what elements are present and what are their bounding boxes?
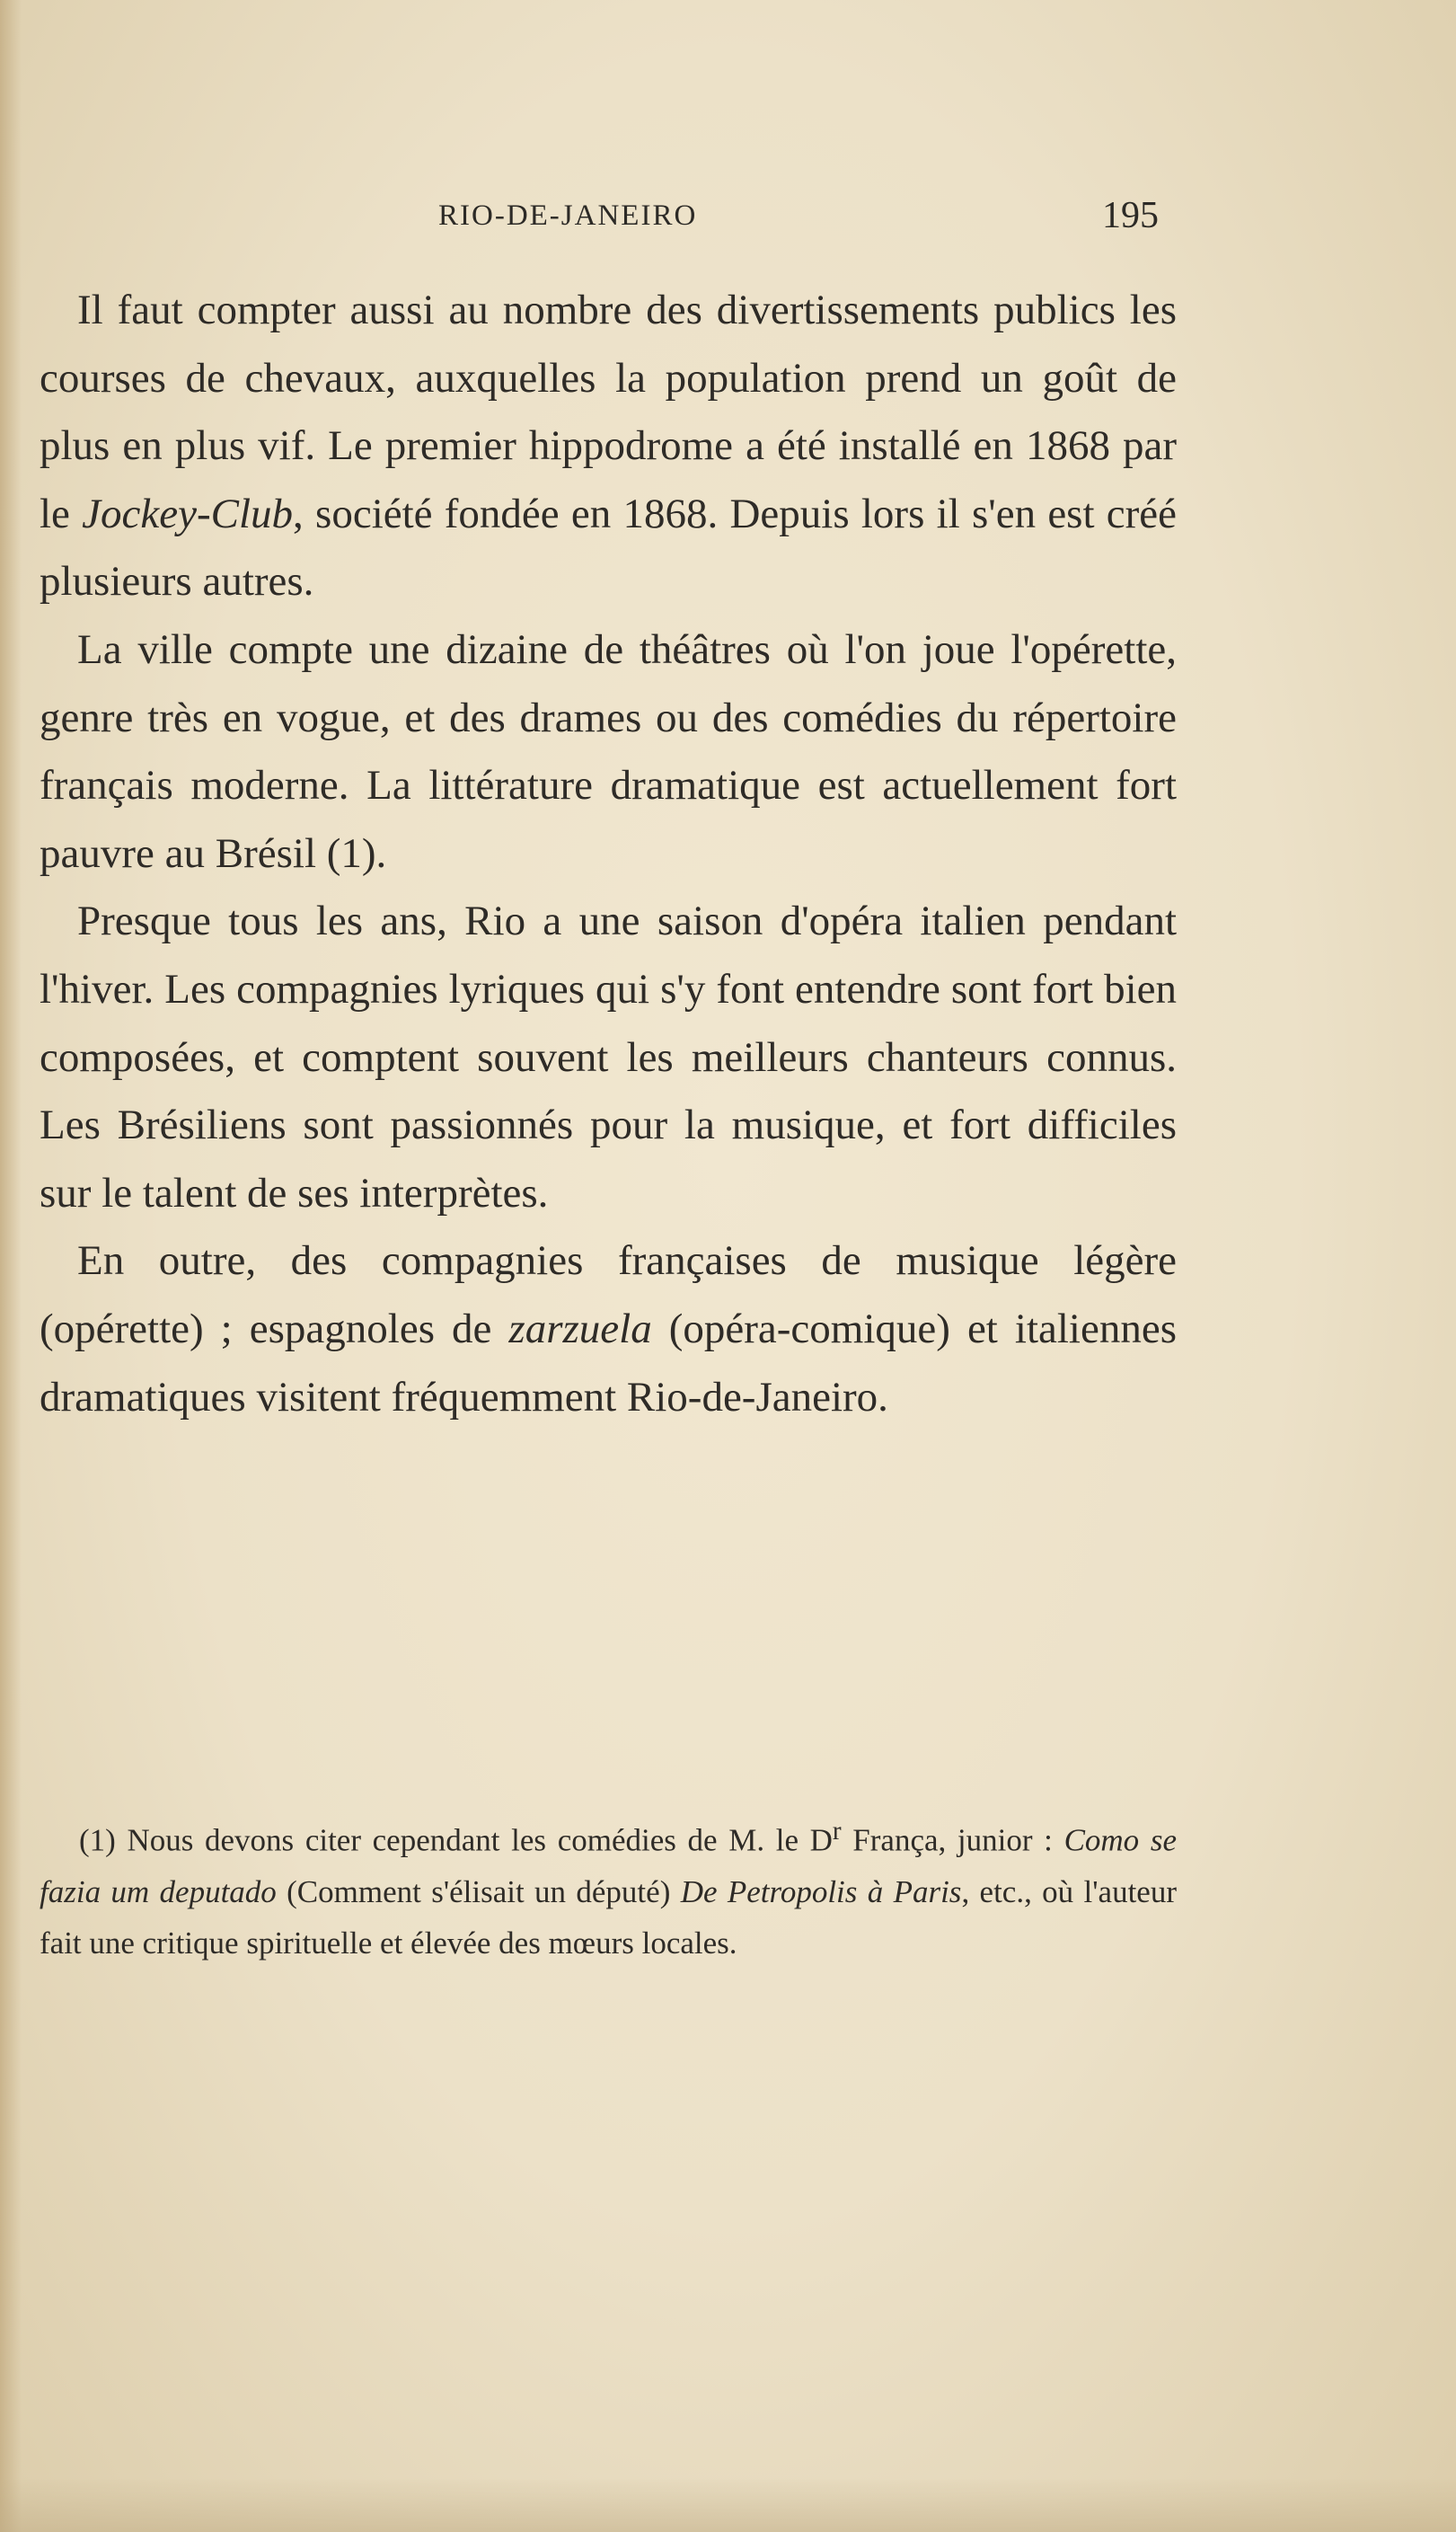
page-edge-shadow	[0, 0, 22, 2532]
footnotes	[40, 1806, 1177, 1969]
paragraph-races-text-1: Il faut compter aussi au nombre des divertissements publics les courses de chevaux, auxquelles la population prend un goût de plus en plus vif. Le premier hippodrome a été installé en 1868 par le	[40, 287, 1177, 537]
footnote-1	[40, 1806, 1177, 1969]
footnote-play-title-2: De Petropolis à Paris	[680, 1873, 962, 1909]
paragraph-companies	[40, 1227, 1177, 1431]
footnote-text-3: (Comment s'élisait un député)	[276, 1873, 681, 1909]
footnote-superscript: r	[832, 1817, 842, 1846]
jockey-club-term: Jockey-Club	[82, 490, 294, 537]
paragraph-opera: Presque tous les ans, Rio a une saison d'opéra italien pendant l'hiver. Les compagnies lyriques qui s'y font entendre sont fort bien composées, et comptent souvent les meilleurs chanteurs connus. Les Brésiliens sont passionnés pour la musique, et fort difficiles sur le talent de ses interprètes.	[40, 898, 1177, 1217]
page-bottom-shadow	[0, 2478, 1456, 2532]
page-header	[36, 195, 1159, 253]
footnote-play-title: Como se fazia um deputado	[40, 1822, 1177, 1909]
paragraph-theatres: La ville compte une dizaine de théâtres où l'on joue l'opérette, genre très en vogue, et des drames ou des comédies du répertoire français moderne. La littérature dramatique est actuellement fort pauvre au Brésil (1).	[40, 625, 1177, 877]
footnote-text-4: , etc., où l'auteur fait une critique spirituelle et élevée des mœurs locales.	[40, 1873, 1177, 1961]
paragraph-companies-text-1: En outre, des compagnies françaises de musique légère (opérette) ; espagnoles de	[40, 1237, 1177, 1352]
paragraph-companies-text-2: (opéra-comique) et italiennes dramatiques visitent fréquemment Rio-de-Janeiro.	[40, 1305, 1177, 1421]
zarzuela-term: zarzuela	[508, 1305, 652, 1352]
page-number: 195	[1102, 195, 1159, 236]
body-text	[40, 277, 1177, 1431]
footnote-text-1: (1) Nous devons citer cependant les comédies de M. le D	[79, 1822, 833, 1858]
footnote-text-2: França, junior :	[841, 1822, 1064, 1858]
paragraph-races-text-2: , société fondée en 1868. Depuis lors il s'en est créé plusieurs autres.	[40, 490, 1178, 606]
running-title: RIO-DE-JANEIRO	[438, 199, 698, 232]
paragraph-races	[40, 277, 1177, 616]
